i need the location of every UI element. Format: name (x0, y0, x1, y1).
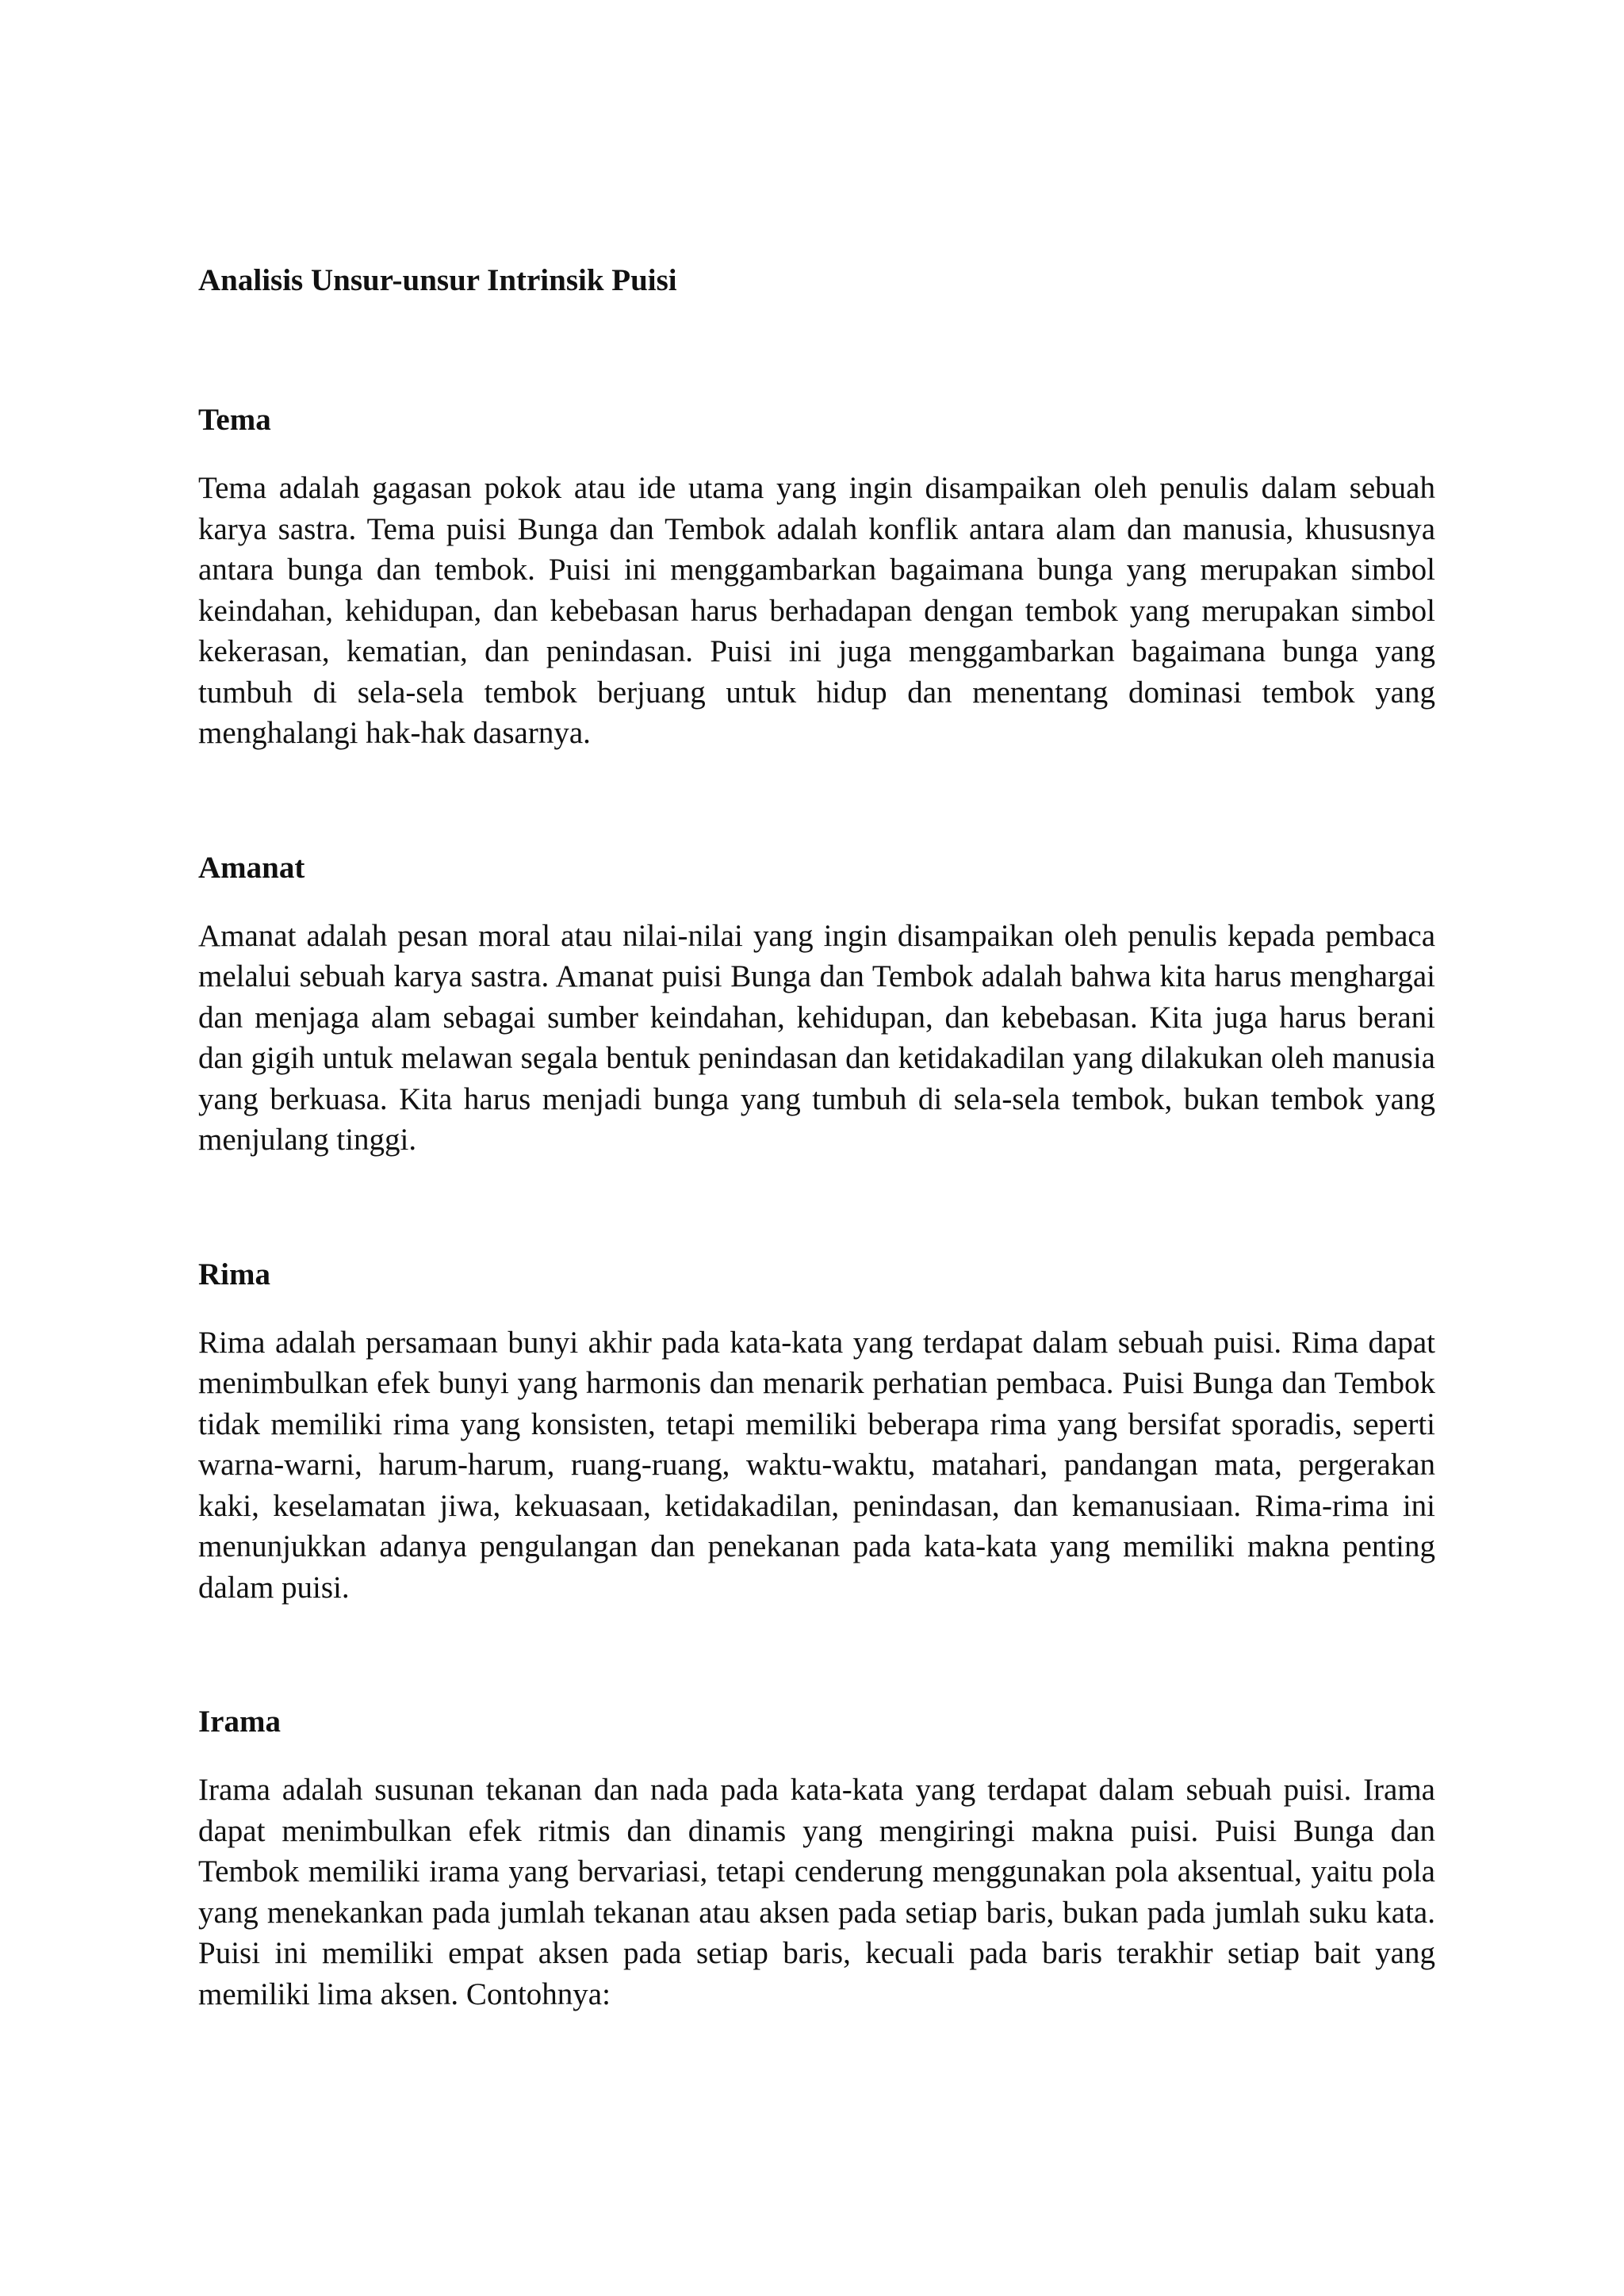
section-body: Tema adalah gagasan pokok atau ide utama yang ingin disampaikan oleh penulis dalam sebuah karya sastra. Tema puisi Bunga dan Tembok adalah konflik antara alam dan manusia, khususnya antara bunga dan tembok. Puisi ini menggambarkan bagaimana bunga yang merupakan simbol keindahan, kehidupan, dan kebebasan harus berhadapan dengan tembok yang merupakan simbol kekerasan, kematian, dan penindasan. Puisi ini juga menggambarkan bagaimana bunga yang tumbuh di sela-sela tembok berjuang untuk hidup dan menentang dominasi tembok yang menghalangi hak-hak dasarnya. (198, 471, 1435, 750)
section-heading: Irama (198, 1705, 281, 1739)
section-body: Rima adalah persamaan bunyi akhir pada kata-kata yang terdapat dalam sebuah puisi. Rima dapat menimbulkan efek bunyi yang harmonis dan menarik perhatian pembaca. Puisi Bunga dan Tembok tidak memiliki rima yang konsisten, tetapi memiliki beberapa rima yang bersifat sporadis, seperti warna-warni, harum-harum, ruang-ruang, waktu-waktu, matahari, pandangan mata, pergerakan kaki, keselamatan jiwa, kekuasaan, ketidakadilan, penindasan, dan kemanusiaan. Rima-rima ini menunjukkan adanya pengulangan dan penekanan pada kata-kata yang memiliki makna penting dalam puisi. (198, 1325, 1435, 1605)
spacer (198, 754, 1435, 843)
section-irama (198, 1697, 1435, 2015)
document-title: Analisis Unsur-unsur Intrinsik Puisi (198, 263, 677, 297)
section-heading: Rima (198, 1257, 270, 1292)
section-heading: Amanat (198, 850, 305, 885)
document-content (198, 255, 1435, 2015)
section-body: Irama adalah susunan tekanan dan nada pada kata-kata yang terdapat dalam sebuah puisi. Irama dapat menimbulkan efek ritmis dan dinamis yang mengiringi makna puisi. Puisi Bunga dan Tembok memiliki irama yang bervariasi, tetapi cenderung menggunakan pola aksentual, yaitu pola yang menekankan pada jumlah tekanan atau aksen pada setiap baris, bukan pada jumlah suku kata. Puisi ini memiliki empat aksen pada setiap baris, kecuali pada baris terakhir setiap bait yang memiliki lima aksen. Contohnya: (198, 1773, 1435, 2011)
section-amanat (198, 843, 1435, 1161)
section-heading: Tema (198, 403, 271, 437)
section-body: Amanat adalah pesan moral atau nilai-nilai yang ingin disampaikan oleh penulis kepada pembaca melalui sebuah karya sastra. Amanat puisi Bunga dan Tembok adalah bahwa kita harus menghargai dan menjaga alam sebagai sumber keindahan, kehidupan, dan kebebasan. Kita juga harus berani dan gigih untuk melawan segala bentuk penindasan dan ketidakadilan yang dilakukan oleh manusia yang berkuasa. Kita harus menjadi bunga yang tumbuh di sela-sela tembok, bukan tembok yang menjulang tinggi. (198, 918, 1435, 1157)
spacer (198, 1608, 1435, 1697)
spacer (198, 306, 1435, 395)
section-tema (198, 395, 1435, 754)
section-rima (198, 1249, 1435, 1609)
spacer (198, 1161, 1435, 1249)
